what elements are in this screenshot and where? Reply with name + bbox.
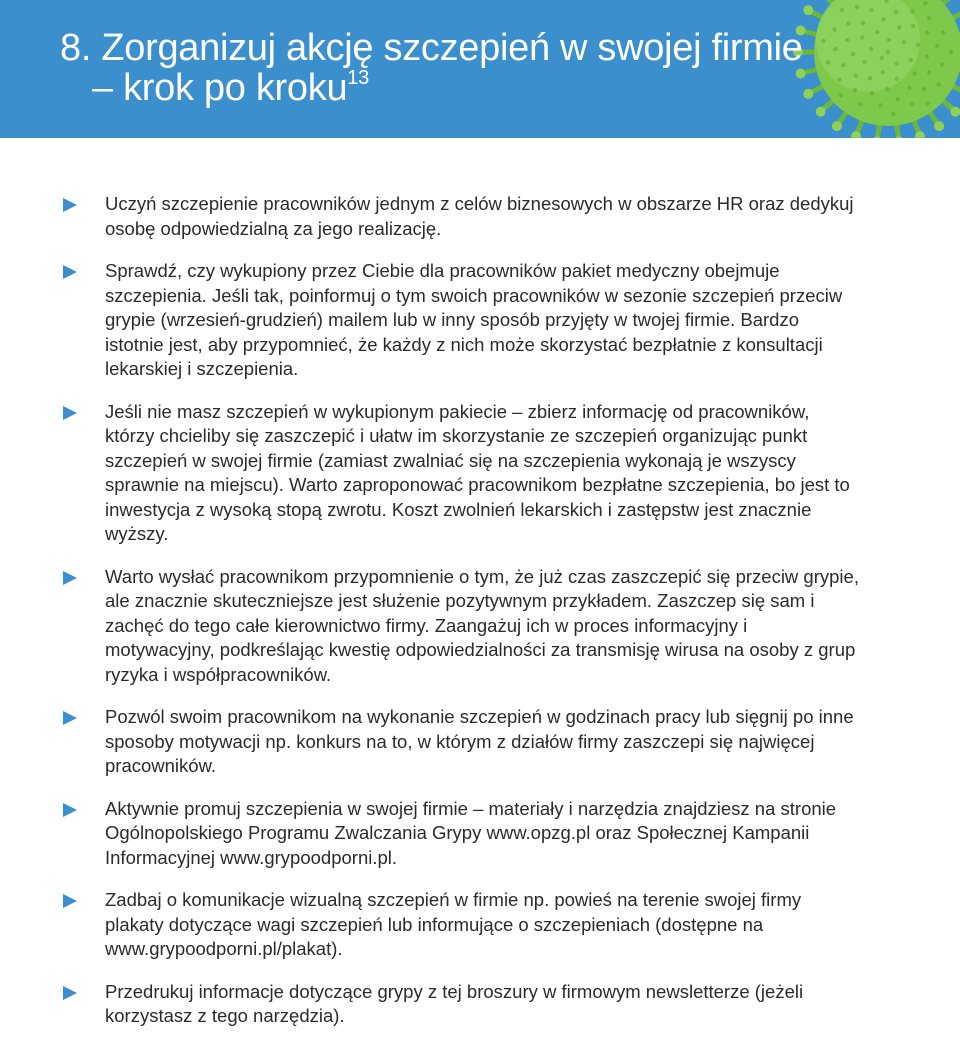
triangle-bullet-icon [63, 198, 77, 212]
list-item [60, 259, 860, 382]
triangle-bullet-icon [63, 265, 77, 279]
virus-dot [925, 31, 929, 35]
list-item-text: Warto wysłać pracownikom przypomnienie o tym, że już czas zaszczepić się przeciw grypie, ale znacznie skuteczniejsze jest służenie pozytywnym przykładem. Zaszczep się sam i zachęć do tego całe kierownictwo firmy. Zaangażuj ich w proces informacyjny i motywacyjny, podkreślając kwestię odpowiedzialności za transmisję wirusa na osoby z grup ryzyka i współpracowników. [105, 565, 860, 688]
list-item-text: Sprawdź, czy wykupiony przez Ciebie dla pracowników pakiet medyczny obejmuje szczepienia. Jeśli tak, poinformuj o tym swoich pracowników w sezonie szczepień przeciw grypie (wrzesień-grudzień) mailem lub w inny sposób przyjęty w twojej firmie. Bardzo istotnie jest, aby przypomnieć, że każdy z nich może skorzystać bezpłatnie z konsultacji lekarskiej i szczepienia. [105, 259, 860, 382]
virus-dot [870, 91, 874, 95]
page-header [0, 0, 960, 138]
list-item-text: Jeśli nie masz szczepień w wykupionym pakiecie – zbierz informację od pracowników, którzy chcieliby się zaszczepić i ułatw im skorzystanie ze szczepień organizując punkt szczepień w swojej firmie (zamiast zwalniać się na szczepienia wykonają je wszyscy sprawnie na miejscu). Warto zaproponować pracownikom bezpłatne szczepienia, bo jest to inwestycja z wysoką stopą zwrotu. Koszt zwolnień lekarskich i zastępstw jest znacznie wyższy. [105, 400, 860, 547]
virus-dot [862, 60, 866, 64]
title-line-2 [60, 68, 803, 108]
triangle-bullet-icon [63, 894, 77, 908]
triangle-bullet-icon [63, 406, 77, 420]
virus-dot [846, 21, 850, 25]
virus-dot [927, 16, 931, 20]
virus-dot [894, 10, 898, 14]
virus-spike-tip [934, 121, 944, 131]
list-item [60, 705, 860, 779]
virus-dot [853, 88, 857, 92]
list-item [60, 888, 860, 962]
virus-dot [869, 47, 873, 51]
virus-dot [837, 77, 841, 81]
virus-dot [839, 93, 843, 97]
virus-dot [880, 56, 884, 60]
triangle-bullet-icon [63, 571, 77, 585]
virus-spike-tip [816, 107, 826, 117]
virus-dot [878, 103, 882, 107]
virus-spike-tip [894, 136, 904, 138]
list-item-text: Pozwól swoim pracownikom na wykonanie szczepień w godzinach pracy lub sięgnij po inne sposoby motywacji np. konkurs na to, w którym z działów firmy zaszczepi się najwięcej pracowników. [105, 705, 860, 779]
virus-dot [880, 70, 884, 74]
virus-dot [910, 9, 914, 13]
virus-dot [949, 50, 953, 54]
virus-dot [927, 70, 931, 74]
virus-dot [860, 35, 864, 39]
list-item-text: Uczyń szczepienie pracowników jednym z celów biznesowych w obszarze HR oraz dedykuj osobę odpowiedzialną za jego realizację. [105, 192, 860, 241]
virus-dot [887, 38, 891, 42]
virus-dot [897, 25, 901, 29]
virus-spike-tip [832, 121, 842, 131]
virus-dot [926, 101, 930, 105]
virus-spike-tip [803, 89, 813, 99]
virus-dot [922, 87, 926, 91]
virus-dot [912, 71, 916, 75]
virus-spike-tip [803, 5, 813, 15]
virus-dot [833, 47, 837, 51]
virus-dot [826, 60, 830, 64]
triangle-bullet-icon [63, 803, 77, 817]
virus-dot [885, 87, 889, 91]
virus-dot [925, 54, 929, 58]
virus-dot [821, 39, 825, 43]
footnote-ref: 13 [347, 67, 369, 89]
virus-dot [911, 24, 915, 28]
virus-dot [858, 102, 862, 106]
virus-spike-tip [950, 107, 960, 117]
virus-spike-tip [872, 136, 882, 138]
list-item [60, 797, 860, 871]
virus-dot [909, 58, 913, 62]
list-item-text: Przedrukuj informacje dotyczące grypy z tej broszury w firmowym newsletterze (jeżeli korzystasz z tego narzędzia). [105, 980, 860, 1029]
virus-dot [895, 61, 899, 65]
list-item [60, 980, 860, 1029]
list-item-text: Zadbaj o komunikacje wizualną szczepień w firmie np. powieś na terenie swojej firmy plakaty dotyczące wagi szczepień lub informujące o szczepieniach (dostępne na www.grypoodporni.pl/plakat). [105, 888, 860, 962]
virus-dot [841, 63, 845, 67]
virus-dot [895, 77, 899, 81]
virus-dot [869, 8, 873, 12]
virus-dot [895, 97, 899, 101]
virus-dot [833, 27, 837, 31]
virus-dot [868, 76, 872, 80]
virus-dot [941, 30, 945, 34]
virus-dot [940, 62, 944, 66]
title-line-1: 8. Zorganizuj akcję szczepień w swojej firmie [60, 27, 803, 69]
triangle-bullet-icon [63, 986, 77, 1000]
list-item-text: Aktywnie promuj szczepienia w swojej firmie – materiały i narzędzia znajdziesz na stronie Ogólnopolskiego Programu Zwalczania Grypy www.opzg.pl oraz Społecznej Kampanii Informacyjnej www.grypoodporni.pl. [105, 797, 860, 871]
list-item [60, 565, 860, 688]
virus-dot [840, 8, 844, 12]
virus-dot [891, 112, 895, 116]
virus-dot [910, 102, 914, 106]
checklist [60, 192, 860, 1047]
virus-dot [845, 38, 849, 42]
page-title [60, 28, 803, 108]
virus-dot [907, 86, 911, 90]
list-item [60, 192, 860, 241]
virus-dot [902, 39, 906, 43]
virus-dot [937, 82, 941, 86]
virus-dot [923, 1, 927, 5]
virus-dot [851, 52, 855, 56]
title-line-2-text: – krok po kroku [92, 67, 347, 109]
virus-dot [875, 30, 879, 34]
virus-dot [886, 50, 890, 54]
virus-dot [916, 43, 920, 47]
list-item [60, 400, 860, 547]
virus-dot [855, 5, 859, 9]
virus-dot [853, 73, 857, 77]
virus-dot [935, 44, 939, 48]
virus-dot [881, 17, 885, 21]
virus-dot [861, 21, 865, 25]
triangle-bullet-icon [63, 711, 77, 725]
